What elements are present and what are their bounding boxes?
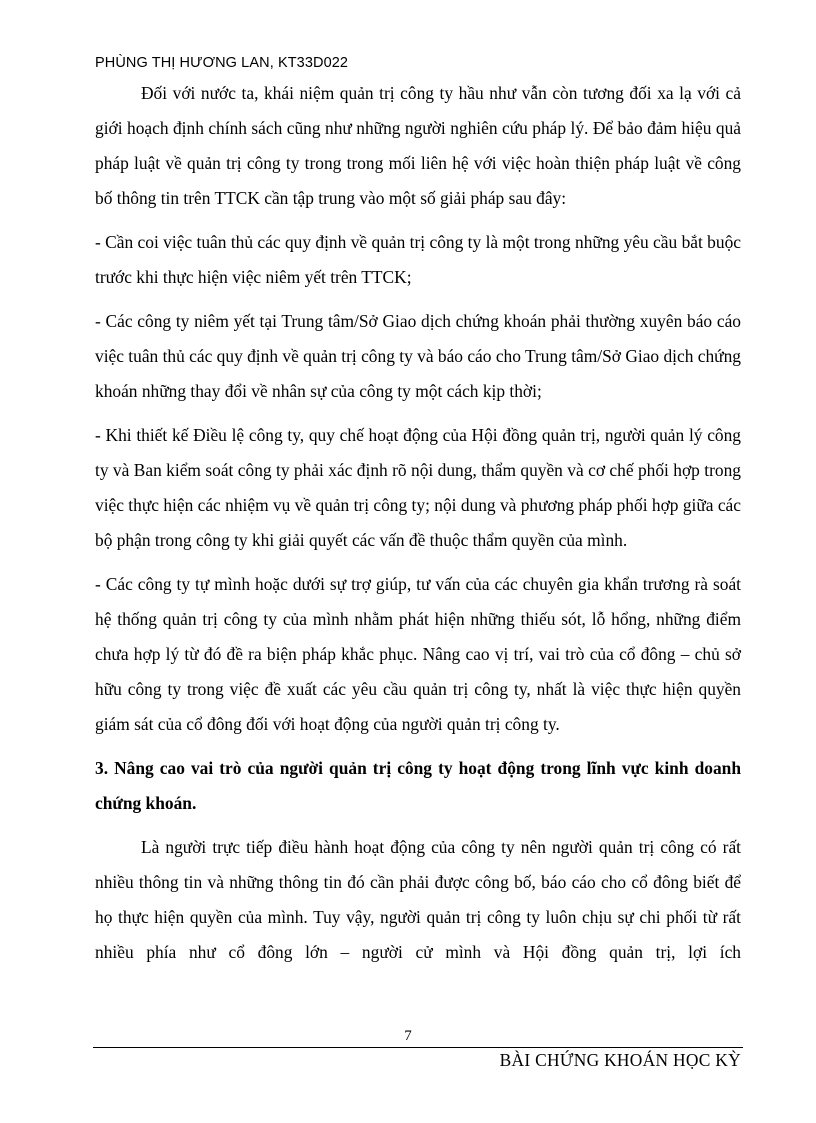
page-footer-title: BÀI CHỨNG KHOÁN HỌC KỲ (499, 1050, 741, 1070)
paragraph-bullet-2: - Các công ty niêm yết tại Trung tâm/Sở Giao dịch chứng khoán phải thường xuyên báo cáo việc tuân thủ các quy định về quản trị công ty và báo cáo cho Trung tâm/Sở Giao dịch chứng khoán những thay đổi về nhân sự của công ty một cách kịp thời; (95, 311, 741, 401)
document-body (95, 76, 741, 979)
paragraph-bullet-1: - Cần coi việc tuân thủ các quy định về quản trị công ty là một trong những yêu cầu bắt buộc trước khi thực hiện việc niêm yết trên TTCK; (95, 232, 741, 287)
footer-divider (93, 1047, 743, 1048)
paragraph-bullet-4: - Các công ty tự mình hoặc dưới sự trợ giúp, tư vấn của các chuyên gia khẩn trương rà soát hệ thống quản trị công ty của mình nhằm phát hiện những thiếu sót, lỗ hổng, những điểm chưa hợp lý từ đó đề ra biện pháp khắc phục. Nâng cao vị trí, vai trò của cổ đông – chủ sở hữu công ty trong việc đề xuất các yêu cầu quản trị công ty, nhất là việc thực hiện quyền giám sát của cổ đông đối với hoạt động của người quản trị công ty. (95, 574, 741, 734)
section-paragraph: Là người trực tiếp điều hành hoạt động của công ty nên người quản trị công có rất nhiều thông tin và những thông tin đó cần phải được công bố, báo cáo cho cổ đông biết để họ thực hiện quyền của mình. Tuy vậy, người quản trị công ty luôn chịu sự chi phối từ rất nhiều phía như cổ đông lớn – người cử mình và Hội đồng quản trị, lợi ích (95, 837, 741, 962)
page-header-author: PHÙNG THỊ HƯƠNG LAN, KT33D022 (95, 55, 349, 71)
paragraph-intro: Đối với nước ta, khái niệm quản trị công ty hầu như vẫn còn tương đối xa lạ với cả giới hoạch định chính sách cũng như những người nghiên cứu pháp lý. Để bảo đảm hiệu quả pháp luật về quản trị công ty trong trong mối liên hệ với việc hoàn thiện pháp luật về công bố thông tin trên TTCK cần tập trung vào một số giải pháp sau đây: (95, 83, 741, 208)
paragraph-bullet-3: - Khi thiết kế Điều lệ công ty, quy chế hoạt động của Hội đồng quản trị, người quản lý công ty và Ban kiểm soát công ty phải xác định rõ nội dung, thẩm quyền và cơ chế phối hợp trong việc thực hiện các nhiệm vụ về quản trị công ty; nội dung và phương pháp phối hợp giữa các bộ phận trong công ty khi giải quyết các vấn đề thuộc thẩm quyền của mình. (95, 425, 741, 550)
section-heading: 3. Nâng cao vai trò của người quản trị công ty hoạt động trong lĩnh vực kinh doanh chứng khoán. (95, 758, 741, 813)
page-number: 7 (404, 1028, 412, 1044)
